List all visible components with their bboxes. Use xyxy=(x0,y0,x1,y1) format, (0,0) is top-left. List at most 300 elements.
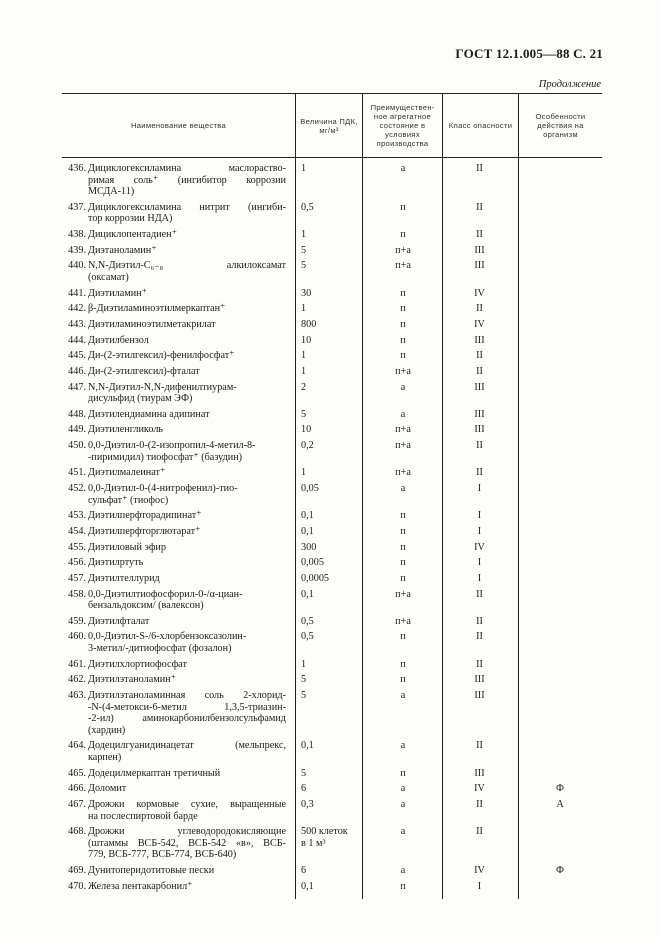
aggregate-state: а xyxy=(400,408,406,420)
substance-name-line: N,N-Диэтил-C₆₋₈ алкилоксамат xyxy=(88,260,286,272)
pdk-value-line: 0,3 xyxy=(301,798,314,810)
table-row xyxy=(62,542,602,554)
row-number: 466. xyxy=(68,783,86,795)
row-number: 439. xyxy=(68,244,86,256)
table-row xyxy=(62,202,602,225)
substance-name xyxy=(88,674,286,686)
pdk-value xyxy=(301,288,361,300)
aggregate-state: а xyxy=(400,798,406,810)
pdk-value-line: 1 xyxy=(301,163,307,174)
substance-name-line: Диэтилендиамина адипинат xyxy=(88,408,210,420)
table-row xyxy=(62,382,602,405)
row-number: 445. xyxy=(68,350,86,362)
row-number: 463. xyxy=(68,689,86,701)
table-row xyxy=(62,616,602,628)
table-row xyxy=(62,881,602,893)
substance-name-line: бензальдоксим/ (валексон) xyxy=(88,600,204,612)
pdk-value-line: 0,1 xyxy=(301,880,314,892)
substance-name xyxy=(88,690,286,736)
pdk-value xyxy=(301,740,361,752)
pdk-value xyxy=(301,202,361,214)
pdk-value xyxy=(301,483,361,495)
pdk-value xyxy=(301,659,361,671)
substance-name xyxy=(88,573,286,585)
aggregate-state: а xyxy=(400,689,406,701)
header-features: Особенности действия на организм xyxy=(535,112,586,139)
substance-name xyxy=(88,589,286,612)
pdk-value-line: 1 xyxy=(301,229,307,241)
aggregate-state: п xyxy=(400,674,406,686)
hazard-class: II xyxy=(476,229,483,241)
substance-name-line: Диэтаноламин⁺ xyxy=(88,244,157,256)
table-header xyxy=(62,94,602,158)
substance-name xyxy=(88,881,286,893)
aggregate-state: п xyxy=(400,334,406,346)
substance-name xyxy=(88,467,286,479)
document-header: ГОСТ 12.1.005—88 С. 21 xyxy=(455,46,603,61)
pdk-value xyxy=(301,526,361,538)
substance-name-line: Диэтилтеллурид xyxy=(88,572,160,584)
hazard-class: I xyxy=(477,525,482,537)
aggregate-state: п+а xyxy=(395,467,411,479)
table-row xyxy=(62,865,602,877)
hazard-class: II xyxy=(476,631,483,643)
pdk-value-line: 5 xyxy=(301,689,307,701)
table-row xyxy=(62,826,602,861)
substance-name-line: Дициклопентадиен⁺ xyxy=(88,229,177,241)
pdk-value xyxy=(301,865,361,877)
table-row xyxy=(62,674,602,686)
header-substance-name: Наименование вещества xyxy=(130,121,227,130)
row-number: 447. xyxy=(68,381,86,393)
row-number: 453. xyxy=(68,510,86,522)
substance-table xyxy=(62,94,602,892)
continuation-label: Продолжение xyxy=(538,79,601,90)
substance-name-line: МСДА-11) xyxy=(88,186,135,198)
row-number: 469. xyxy=(68,865,86,877)
aggregate-state: п xyxy=(400,510,406,522)
aggregate-state: п xyxy=(400,572,406,584)
substance-name-line: Диэтилфталат xyxy=(88,615,150,627)
substance-name-line: Додецилмеркаптан третичный xyxy=(88,767,221,779)
substance-name-line: -2-ил) аминокарбонилбензолсульфамид xyxy=(88,713,286,725)
header-hazard-class: Класс опасности xyxy=(448,121,513,130)
table-row xyxy=(62,229,602,241)
substance-name-line: Диэтиловый эфир xyxy=(88,541,166,553)
pdk-value-line: 0,5 xyxy=(301,615,314,627)
row-number: 470. xyxy=(68,880,86,892)
aggregate-state: п+а xyxy=(395,440,411,452)
substance-name xyxy=(88,659,286,671)
substance-name-line: 0,0-Диэтил-0-(4-нитрофенил)-тио- xyxy=(88,483,238,494)
substance-name xyxy=(88,350,286,362)
substance-name-line: дисульфид (тиурам ЭФ) xyxy=(88,393,193,405)
aggregate-state: а xyxy=(400,865,406,877)
hazard-class: II xyxy=(476,467,483,479)
pdk-value xyxy=(301,826,361,849)
substance-name xyxy=(88,335,286,347)
hazard-class: II xyxy=(476,826,483,838)
substance-name-line: (штаммы ВСБ-542, ВСБ-542 «в», ВСБ- xyxy=(88,837,286,849)
pdk-value-line: 0,5 xyxy=(301,631,314,643)
table-row xyxy=(62,659,602,671)
substance-name-line: Ди-(2-этилгексил)-фенилфосфат⁺ xyxy=(88,350,235,362)
substance-name xyxy=(88,616,286,628)
table-row xyxy=(62,573,602,585)
pdk-value xyxy=(301,319,361,331)
row-number: 455. xyxy=(68,541,86,553)
substance-name-line: (оксамат) xyxy=(88,271,129,283)
hazard-class: IV xyxy=(474,865,485,877)
table-row xyxy=(62,510,602,522)
substance-name xyxy=(88,229,286,241)
table-row xyxy=(62,319,602,331)
substance-name-line: Дрожжи углеводородокисляющие xyxy=(88,826,286,838)
row-number: 448. xyxy=(68,408,86,420)
substance-name xyxy=(88,202,286,225)
pdk-value xyxy=(301,467,361,479)
header-pdk: Величина ПДК, мг/м³ xyxy=(300,116,358,135)
aggregate-state: п xyxy=(400,287,406,299)
substance-name-line: Дрожжи кормовые сухие, выращенные xyxy=(88,798,286,810)
hazard-class: II xyxy=(476,440,483,452)
pdk-value-line: 800 xyxy=(301,318,317,330)
substance-name-line: сульфат⁺ (тиофос) xyxy=(88,494,169,506)
pdk-value xyxy=(301,783,361,795)
substance-name-line: Диэтилртуть xyxy=(88,557,144,569)
substance-name xyxy=(88,245,286,257)
pdk-value-line: 0,05 xyxy=(301,483,319,494)
table-row xyxy=(62,768,602,780)
substance-name-line: Диэтилперфторадипинат⁺ xyxy=(88,510,202,522)
aggregate-state: п xyxy=(400,631,406,643)
substance-name-line: 779, ВСБ-777, ВСБ-774, ВСБ-640) xyxy=(88,849,237,861)
row-number: 440. xyxy=(68,260,86,272)
hazard-class: III xyxy=(474,381,485,393)
substance-name-line: Диэтиламиноэтилметакрилат xyxy=(88,318,216,330)
table-row xyxy=(62,467,602,479)
row-number: 451. xyxy=(68,467,86,479)
pdk-value-line: 6 xyxy=(301,783,307,795)
pdk-value xyxy=(301,631,361,643)
substance-name-line: Диэтилэтаноламинная соль 2-хлорид- xyxy=(88,689,286,701)
hazard-class: II xyxy=(476,588,483,600)
pdk-value-line: 2 xyxy=(301,381,307,393)
row-number: 457. xyxy=(68,572,86,584)
hazard-class: III xyxy=(474,424,485,436)
hazard-class: II xyxy=(476,303,483,315)
hazard-class: IV xyxy=(474,541,485,553)
pdk-value xyxy=(301,881,361,893)
substance-name-line: на послеспиртовой барде xyxy=(88,810,198,822)
substance-name-line: -N-(4-метокси-6-метил 1,3,5-триазин- xyxy=(88,701,286,713)
aggregate-state: п xyxy=(400,880,406,892)
pdk-value-line: 300 xyxy=(301,541,317,553)
hazard-class: I xyxy=(477,557,482,569)
substance-name xyxy=(88,826,286,861)
pdk-value xyxy=(301,245,361,257)
pdk-value xyxy=(301,409,361,421)
pdk-value xyxy=(301,382,361,394)
hazard-class: III xyxy=(474,689,485,701)
aggregate-state: п xyxy=(400,557,406,569)
substance-name-line: Диэтиленгликоль xyxy=(88,424,164,436)
aggregate-state: п xyxy=(400,658,406,670)
substance-name xyxy=(88,303,286,315)
pdk-value xyxy=(301,799,361,811)
pdk-value-line: 30 xyxy=(301,287,312,299)
hazard-class: IV xyxy=(474,783,485,795)
aggregate-state: п xyxy=(400,350,406,362)
pdk-value-line: 5 xyxy=(301,260,307,272)
substance-name-line: Железа пентакарбонил⁺ xyxy=(88,880,193,892)
substance-name xyxy=(88,557,286,569)
substance-name-line: 0,0-Диэтилтиофосфорил-0-/α-циан- xyxy=(88,588,243,600)
aggregate-state: п+а xyxy=(395,244,411,256)
hazard-class: IV xyxy=(474,318,485,330)
hazard-class: II xyxy=(476,740,483,752)
hazard-class: III xyxy=(474,674,485,686)
aggregate-state: п xyxy=(400,318,406,330)
row-number: 441. xyxy=(68,287,86,299)
pdk-value xyxy=(301,616,361,628)
pdk-value xyxy=(301,589,361,601)
row-number: 444. xyxy=(68,334,86,346)
pdk-value-line: 500 клеток xyxy=(301,826,348,838)
row-number: 443. xyxy=(68,318,86,330)
pdk-value-line: в 1 м³ xyxy=(301,837,326,849)
substance-name xyxy=(88,799,286,822)
aggregate-state: а xyxy=(400,783,406,795)
hazard-class: III xyxy=(474,244,485,256)
row-number: 454. xyxy=(68,525,86,537)
pdk-value-line: 0,0005 xyxy=(301,572,330,584)
pdk-value-line: 0,2 xyxy=(301,440,314,452)
aggregate-state: п xyxy=(400,229,406,241)
table-row xyxy=(62,589,602,612)
hazard-class: I xyxy=(477,572,482,584)
hazard-class: II xyxy=(476,201,483,213)
header-aggregate-state: Преимущественное агрегатное состояние в условиях производства xyxy=(370,103,435,148)
row-number: 456. xyxy=(68,557,86,569)
hazard-class: I xyxy=(477,483,482,494)
pdk-value-line: 6 xyxy=(301,865,307,877)
pdk-value-line: 1 xyxy=(301,303,307,315)
aggregate-state: п+а xyxy=(395,365,411,377)
substance-name xyxy=(88,526,286,538)
substance-name-line: N,N-Диэтил-N,N-дифенилтиурам- xyxy=(88,381,237,393)
row-number: 452. xyxy=(68,483,86,494)
row-number: 468. xyxy=(68,826,86,838)
pdk-value-line: 0,1 xyxy=(301,525,314,537)
pdk-value xyxy=(301,260,361,272)
aggregate-state: п+а xyxy=(395,424,411,436)
table-row xyxy=(62,740,602,763)
row-number: 446. xyxy=(68,365,86,377)
substance-name-line: 0,0-Диэтил-0-(2-изопропил-4-метил-8- xyxy=(88,440,256,452)
table-row xyxy=(62,783,602,795)
pdk-value-line: 5 xyxy=(301,674,307,686)
table-row xyxy=(62,288,602,300)
substance-name-line: β-Диэтиламиноэтилмеркаптан⁺ xyxy=(88,303,226,315)
substance-name xyxy=(88,783,286,795)
pdk-value-line: 5 xyxy=(301,408,307,420)
substance-name-line: Диэтилмалеинат⁺ xyxy=(88,467,166,479)
action-feature: А xyxy=(556,798,564,810)
table-row xyxy=(62,690,602,736)
row-number: 467. xyxy=(68,798,86,810)
aggregate-state: п xyxy=(400,201,406,213)
hazard-class: II xyxy=(476,658,483,670)
pdk-value xyxy=(301,350,361,362)
hazard-class: II xyxy=(476,350,483,362)
substance-name xyxy=(88,768,286,780)
pdk-value-line: 0,1 xyxy=(301,740,314,752)
table-row xyxy=(62,409,602,421)
substance-name xyxy=(88,865,286,877)
substance-name xyxy=(88,288,286,300)
table-row xyxy=(62,260,602,283)
aggregate-state: п+а xyxy=(395,615,411,627)
table-row xyxy=(62,350,602,362)
pdk-value xyxy=(301,573,361,585)
aggregate-state: а xyxy=(400,740,406,752)
substance-name xyxy=(88,424,286,436)
substance-name-line: Ди-(2-этилгексил)-фталат xyxy=(88,365,200,377)
substance-name xyxy=(88,483,286,506)
pdk-value xyxy=(301,557,361,569)
substance-name xyxy=(88,440,286,463)
pdk-value xyxy=(301,440,361,452)
table-row xyxy=(62,557,602,569)
aggregate-state: а xyxy=(400,483,406,494)
pdk-value-line: 10 xyxy=(301,424,312,436)
row-number: 459. xyxy=(68,615,86,627)
substance-name-line: карпен) xyxy=(88,751,122,763)
table-row xyxy=(62,303,602,315)
row-number: 437. xyxy=(68,201,86,213)
table-row xyxy=(62,366,602,378)
pdk-value xyxy=(301,768,361,780)
substance-name xyxy=(88,542,286,554)
substance-name xyxy=(88,319,286,331)
substance-name-line: 3-метил/-дитиофосфат (фозалон) xyxy=(88,642,232,654)
row-number: 462. xyxy=(68,674,86,686)
hazard-class: I xyxy=(477,510,482,522)
substance-name-line: (хардин) xyxy=(88,724,126,736)
table-row xyxy=(62,526,602,538)
substance-name xyxy=(88,366,286,378)
row-number: 436. xyxy=(68,163,86,174)
pdk-value-line: 0,1 xyxy=(301,510,314,522)
pdk-value-line: 10 xyxy=(301,334,312,346)
aggregate-state: а xyxy=(400,826,406,838)
row-number: 461. xyxy=(68,658,86,670)
hazard-class: III xyxy=(474,334,485,346)
aggregate-state: п xyxy=(400,525,406,537)
pdk-value-line: 1 xyxy=(301,365,307,377)
hazard-class: III xyxy=(474,767,485,779)
pdk-value-line: 0,5 xyxy=(301,201,314,213)
aggregate-state: п+а xyxy=(395,260,411,272)
pdk-value xyxy=(301,335,361,347)
hazard-class: III xyxy=(474,260,485,272)
pdk-value xyxy=(301,303,361,315)
hazard-class: II xyxy=(476,365,483,377)
hazard-class: II xyxy=(476,163,483,174)
aggregate-state: п xyxy=(400,303,406,315)
table-row xyxy=(62,440,602,463)
substance-name-line: Дициклогексиламина маслораство- xyxy=(88,163,286,174)
pdk-value xyxy=(301,542,361,554)
substance-name-line: Дициклогексиламина нитрит (ингиби- xyxy=(88,201,286,213)
row-number: 458. xyxy=(68,588,86,600)
row-number: 460. xyxy=(68,631,86,643)
substance-name-line: Диэтиламин⁺ xyxy=(88,287,148,299)
substance-name-line: Диэтилбензол xyxy=(88,334,149,346)
aggregate-state: а xyxy=(400,163,406,174)
row-number: 464. xyxy=(68,740,86,752)
hazard-class: I xyxy=(477,880,482,892)
table-row xyxy=(62,799,602,822)
substance-name-line: Дунитоперидотитовые пески xyxy=(88,865,215,877)
row-number: 465. xyxy=(68,767,86,779)
substance-name xyxy=(88,510,286,522)
row-number: 449. xyxy=(68,424,86,436)
pdk-value xyxy=(301,674,361,686)
substance-name xyxy=(88,631,286,654)
substance-name-line: римая соль⁺ (ингибитор коррозии xyxy=(88,174,286,186)
action-feature: Ф xyxy=(555,865,565,877)
pdk-value xyxy=(301,424,361,436)
substance-name xyxy=(88,382,286,405)
substance-name-line: Доломит xyxy=(88,783,127,795)
pdk-value xyxy=(301,690,361,702)
table-row xyxy=(62,631,602,654)
pdk-value-line: 1 xyxy=(301,467,307,479)
row-number: 450. xyxy=(68,440,86,452)
substance-name-line: Диэтилэтаноламин⁺ xyxy=(88,674,176,686)
row-number: 442. xyxy=(68,303,86,315)
pdk-value xyxy=(301,366,361,378)
pdk-value xyxy=(301,510,361,522)
row-number: 438. xyxy=(68,229,86,241)
substance-name xyxy=(88,163,286,198)
pdk-value-line: 0,1 xyxy=(301,588,314,600)
table-row xyxy=(62,163,602,198)
pdk-value xyxy=(301,229,361,241)
hazard-class: II xyxy=(476,615,483,627)
pdk-value-line: 1 xyxy=(301,658,307,670)
aggregate-state: п+а xyxy=(395,588,411,600)
substance-name xyxy=(88,409,286,421)
pdk-value-line: 5 xyxy=(301,244,307,256)
pdk-value xyxy=(301,163,361,175)
aggregate-state: п xyxy=(400,767,406,779)
pdk-value-line: 0,005 xyxy=(301,557,324,569)
substance-name-line: Диэтилхлортиофосфат xyxy=(88,658,187,670)
substance-name xyxy=(88,740,286,763)
table-row xyxy=(62,483,602,506)
substance-name xyxy=(88,260,286,283)
hazard-class: IV xyxy=(474,287,485,299)
substance-name-line: тор коррозии НДА) xyxy=(88,213,173,225)
aggregate-state: п xyxy=(400,541,406,553)
pdk-value-line: 1 xyxy=(301,350,307,362)
hazard-class: II xyxy=(476,798,483,810)
substance-name-line: 0,0-Диэтил-S-/6-хлорбензоксазолин- xyxy=(88,631,247,643)
substance-name-line: -пиримидил) тиофосфат⁺ (базудин) xyxy=(88,451,243,463)
